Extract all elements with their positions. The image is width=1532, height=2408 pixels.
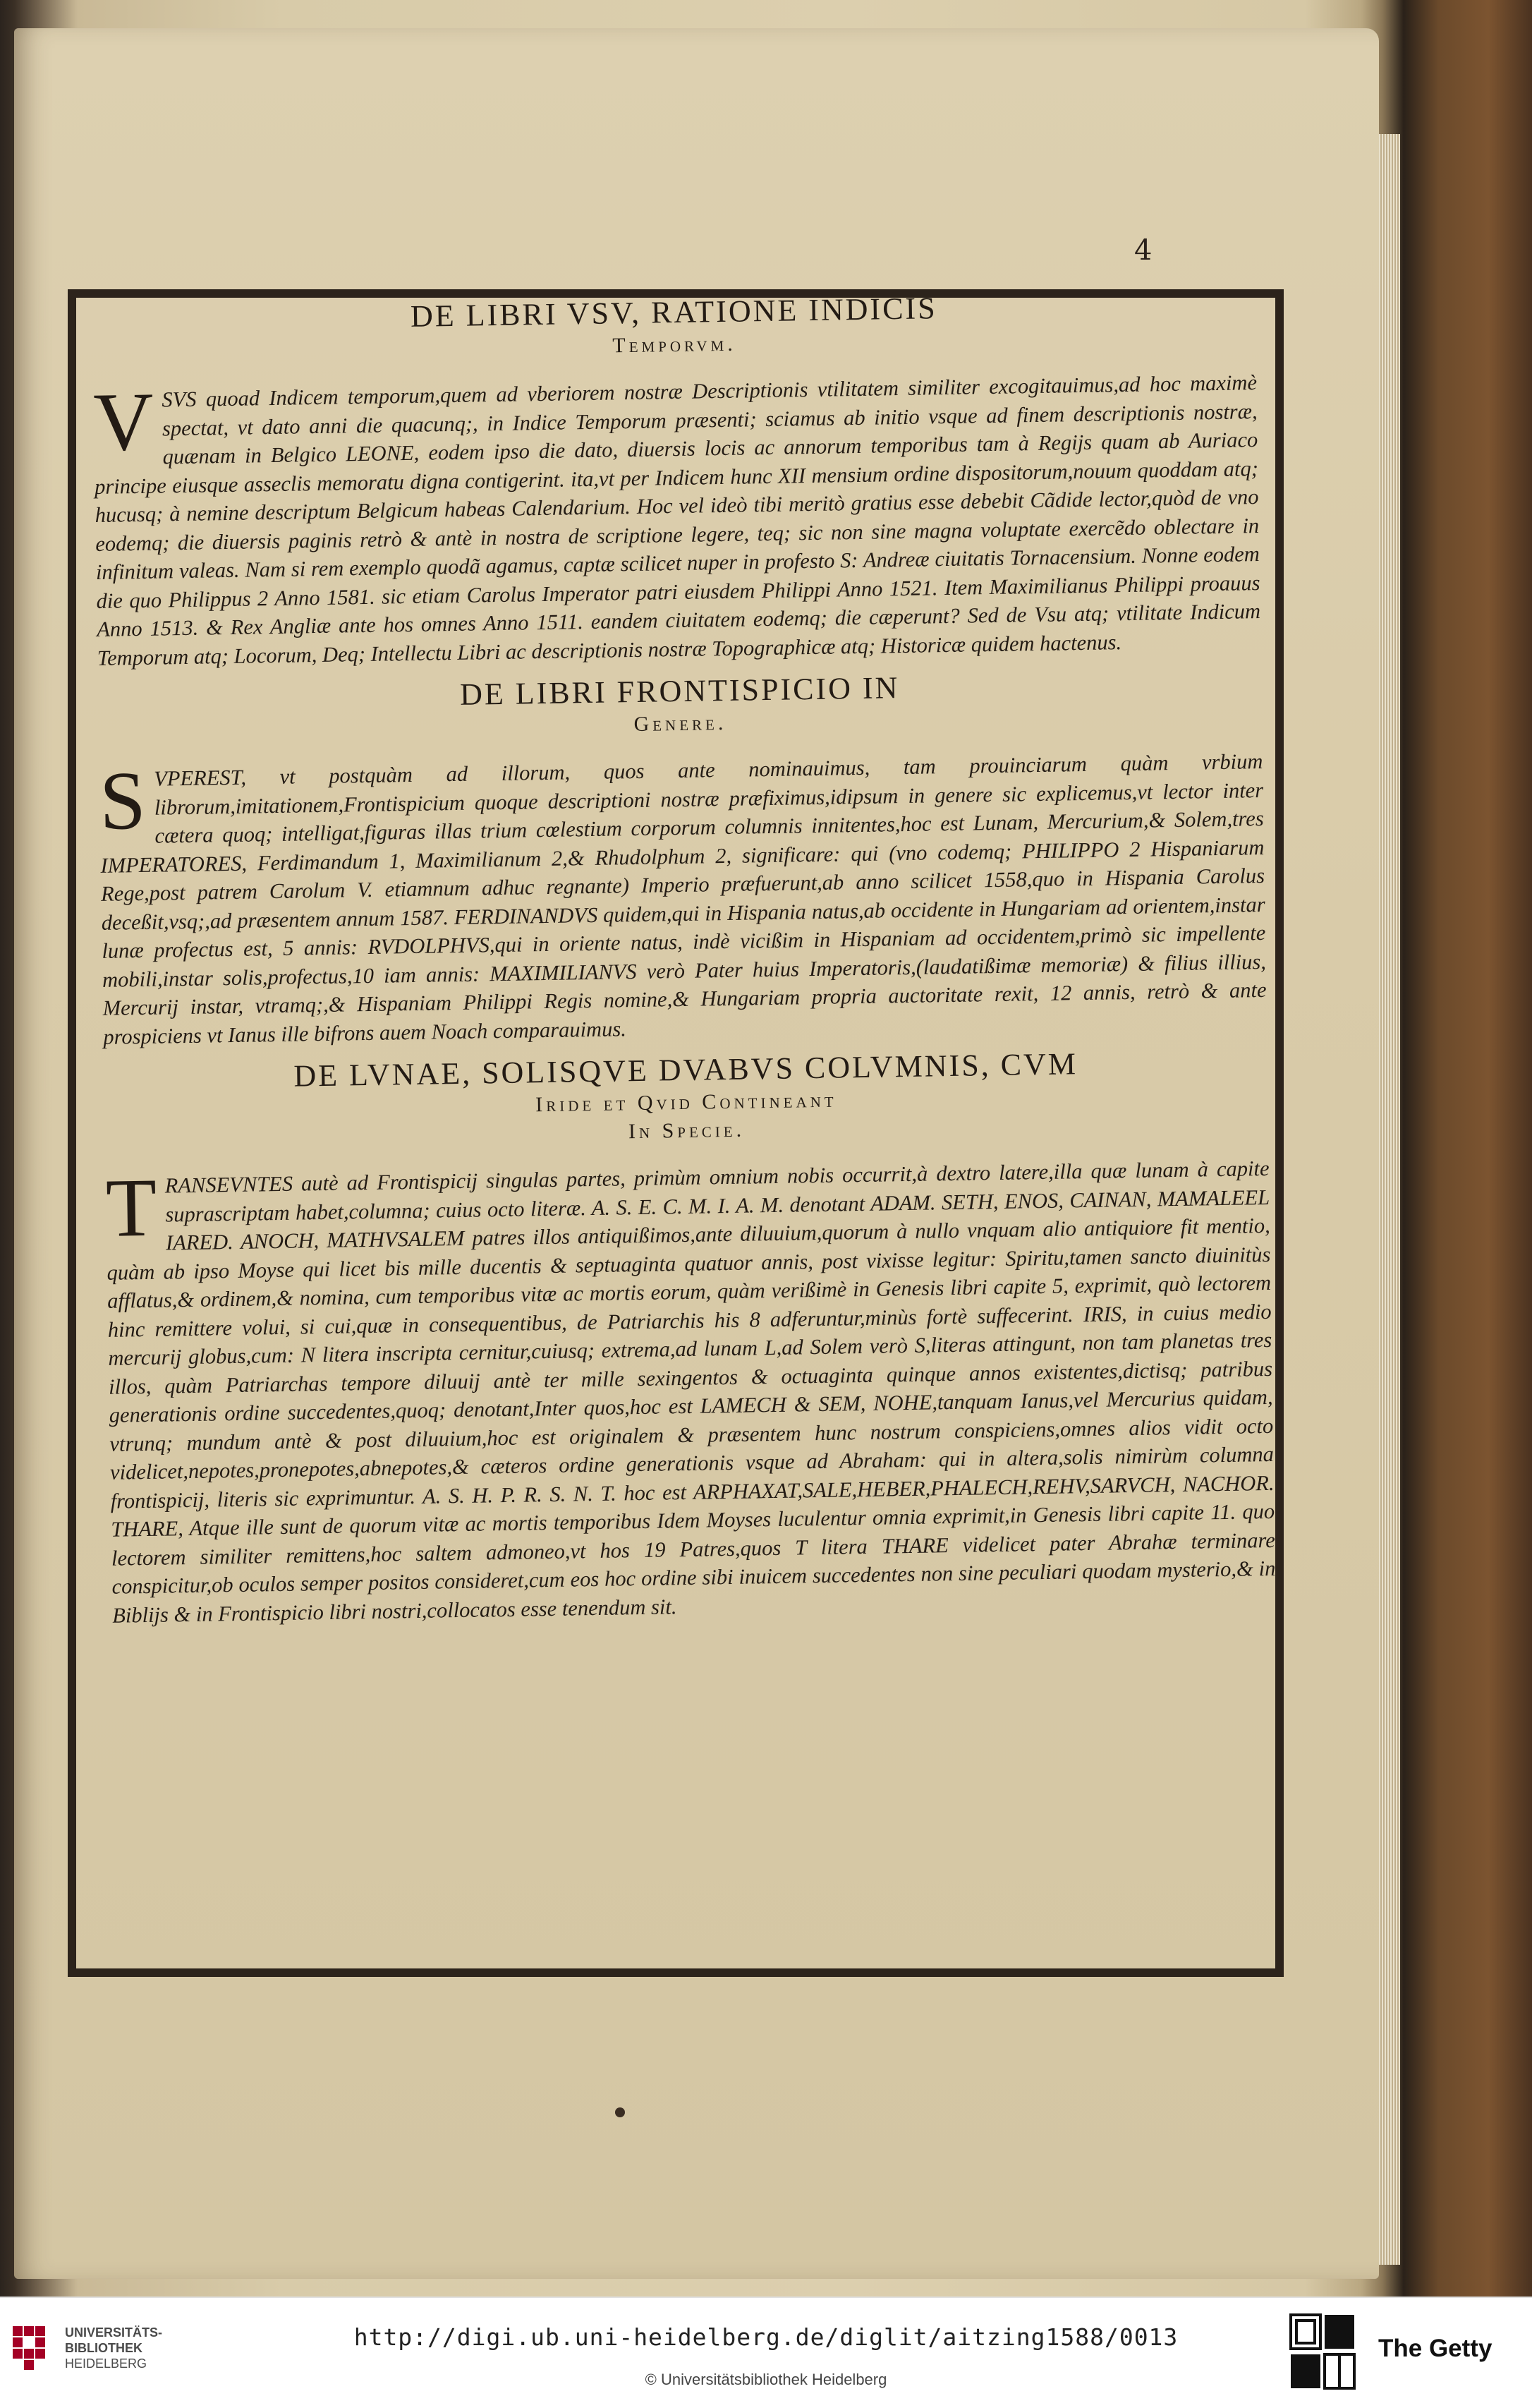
getty-name[interactable]: The Getty — [1378, 2335, 1493, 2362]
folio-number: 4 — [1134, 234, 1153, 267]
section-frontispicio — [97, 664, 1267, 1051]
drop-cap: V — [92, 375, 154, 468]
getty-logo-icon[interactable] — [1289, 2313, 1356, 2391]
viewer-footer — [0, 2297, 1532, 2408]
copyright-notice: © Universitätsbibliothek Heidelberg — [645, 2371, 887, 2388]
uni-line-2: BIBLIOTHEK — [65, 2341, 142, 2355]
section-title: DE LVNAE, SOLISQVE DVABVS COLVMNIS, CVM — [293, 1046, 1078, 1094]
section-title: DE LIBRI FRONTISPICIO IN — [459, 670, 900, 712]
page-edges — [1379, 134, 1400, 2265]
uni-line-1: UNIVERSITÄTS- — [65, 2325, 163, 2340]
drop-cap: S — [99, 754, 147, 847]
section-paragraph — [93, 368, 1261, 672]
paragraph-text: VPEREST, vt postquàm ad illorum, quos ante nominauimus, tam prouinciarum quàm vrbium librorum,imitationem,Frontispicium quoque descriptioni nostræ præfiximus,idipsum in genere sic explicemus,vt lector inter cætera quoq; intelligat,figuras illas trium cœlestium corporum columnis innitentes,hoc est Lunam, Mercurium,& Solem,tres IMPERATORES, Ferdimandum 1, Maximilianum 2,& Rhudolphum 2, significare: qui (vno codemq; PHILIPPO 2 Hispaniarum Rege,post patrem Carolum V. etiamnum adhuc regnante) Imperio præfuerunt,ab anno scilicet 1558,quo in Hispania Carolus deceßit,vsq;,ad præsentem annum 1587. FERDINANDVS quidem,qui in Hispania natus,ab occidente in Hungariam ad orientem,instar lunæ profectus est, 5 annis: RVDOLPHVS,qui in oriente natus, indè vicißim in Hispaniam ad occidentem,primò sic impellente mobili,instar solis,profectus,10 iam annis: MAXIMILIANVS verò Pater huius Imperatoris,(laudatißimæ memoriæ) & filius illius, Mercurij instar, vtramq;,& Hispaniam Philippi Regis nomine,& Hungariam propria auctoritate rexit, 12 annis, retrò & ante prospiciens vt Ianus ille bifrons auem Noach comparauimus. — [100, 749, 1267, 1049]
section-subtitle: Genere. — [633, 710, 727, 736]
section-subtitle: Temporvm. — [612, 332, 736, 358]
section-paragraph — [99, 747, 1267, 1051]
permalink-url[interactable]: http://digi.ub.uni-heidelberg.de/diglit/aitzing1588/0013 — [353, 2323, 1179, 2351]
section-subtitle: Iride et Qvid Contineant — [535, 1088, 837, 1117]
paragraph-text: SVS quoad Indicem temporum,quem ad vberiorem nostræ Descriptionis vtilitatem similiter excogitauimus,ad hoc maximè spectat, vt dato anni die quacunq;, in Indice Temporum præsenti; sciamus ab initio vsque ad finem descriptionis nostræ, quænam in Belgico LEONE, eodem ipso die dato, diuersis locis ac annorum temporibus tam à Regijs quam ab Auriaco principe eiusque asseclis memoratu digna contigerint. ita,vt per Indicem hunc XII mensium ordine dispositorum,nouum quoddam atq; hucusq; à nemine descriptum Belgicum habeas Calendarium. Hoc vel ideò tibi meritò gratius esse debebit Cãdide lector,quòd de vno eodemq; die diuersis paginis retrò & antè in nostra de scriptione legere, teq; sic non sine magna voluptate exercẽdo oblectare in infinitum valeas. Nam si rem exemplo quodã agamus, captæ scilicet nuper in profesto S: Andreæ ciuitatis Tornacensium. Nonne eodem die quo Philippus 2 Anno 1581. sic etiam Carolus Imperator patri eiusdem Philippi Anno 1521. Item Maximilianus Philippi proauus Anno 1513. & Rex Angliæ ante hos omnes Anno 1511. eandem ciuitatem eodemq; die cæperunt? Sed de Vsu atq; vtilitate Indicum Temporum atq; Locorum, Deq; Intellectu Libri ac descriptionis nostræ Topographicæ atq; Historicæ quidem hactenus. — [94, 370, 1261, 670]
paragraph-text: RANSEVNTES autè ad Frontispicij singulas partes, primùm omnium nobis occurrit,à dextro latere,illa quæ lunam à capite suprascriptam habet,columna; cuius octo literæ. A. S. E. C. M. I. A. M. denotant ADAM. SETH, ENOS, CAINAN, MAMALEEL IARED. ANOCH, MATHVSALEM patres illos antiquißimos,ante diluuium,quorum à nullo vnquam alio antiquiore fit mentio, quàm ab ipso Moyse qui licet bis mille ducentis & septuaginta quatuor annis, post vixisse legitur: Spiritu,tamen sancto diuinitùs afflatus,& ordinem,& nomina, cum temporibus vitæ ac mortis eorum, quàm verißimè in Genesis libri capite 5, exprimit, quò lectorem hinc remittere volui, si cui,quæ in consequentibus, de Patriarchis his 8 adferuntur,minùs fortè suffecerint. IRIS, in cuius medio mercurij globus,cum: N litera inscripta cernitur,cuiusq; extrema,ad lunam L,ad Solem verò S,literas attingunt, non tam planetas tres illos, quàm Patriarchas tempore diluuij antè ter mille sexingentos & octuaginta quinque annos existentes,dictisq; patribus generationis ordine succedentes,quoq; denotant,Inter quos,hoc est LAMECH & SEM, NOHE,tanquam Ianus,vel Mercurius quidam, vtrunq; mundum antè & post diluuium,hoc est originalem & præsentem hunc nostrum conspiciens,omnes alios vidit octo videlicet,nepotes,pronepotes,abnepotes,& cæteros ordine generationis vsque ad Abraham: qui in altera,solis nimirùm columna frontispicij, literis sic exprimuntur. A. S. H. P. R. S. N. T. hoc est ARPHAXAT,SALE,HEBER,PHALECH,REHV,SARVCH, NACHOR. THARE, Atque ille sunt de quorum vitæ ac mortis temporibus Idem Moyses luculentur omnia exprimit,in Genesis libri capite 11. quo lectorem similiter remittens,hoc saltem admoneo,vt hos 19 Patres,quos T litera THARE videlicet pater Abrahæ terminare conspicitur,ob oculos semper positos consideret,cum eos hoc ordine sibi inuicem succedentes non sine peculiari quodam mysterio,& in Biblijs & in Frontispicio libri nostri,collocatos esse tenendum sit. — [107, 1156, 1276, 1628]
section-paragraph — [105, 1154, 1276, 1630]
ornament-dot — [615, 2107, 625, 2117]
section-columnis — [104, 1043, 1276, 1630]
uni-line-3: HEIDELBERG — [65, 2356, 147, 2371]
section-subtitle-2: In Specie. — [628, 1118, 746, 1144]
section-title: DE LIBRI VSV, RATIONE INDICIS — [410, 291, 937, 334]
section-usus — [92, 285, 1261, 672]
page-content — [92, 285, 1282, 1961]
drop-cap: T — [105, 1161, 158, 1254]
